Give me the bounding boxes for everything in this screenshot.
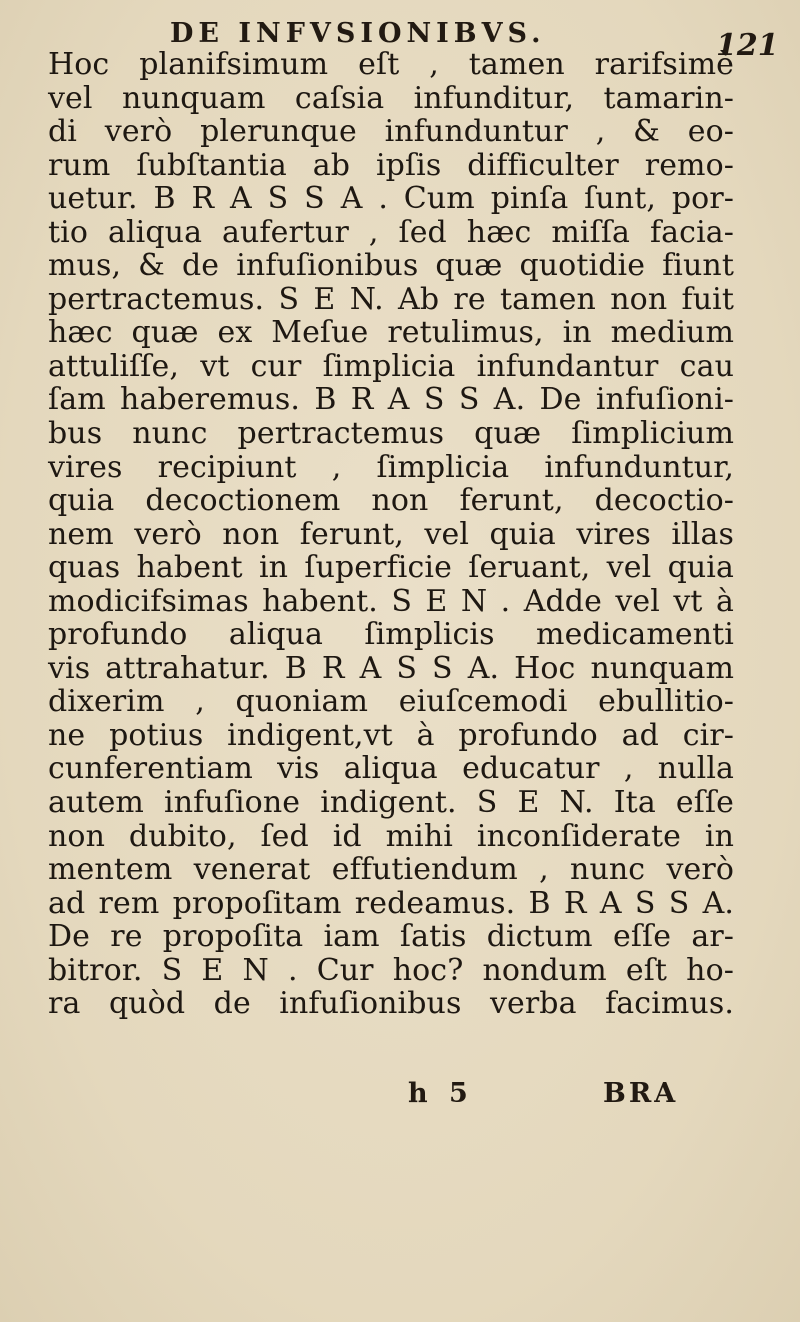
text-line: nem verò non ferunt, vel quia vires illas [48, 516, 734, 552]
text-line: attuliſſe, vt cur ſimplicia infundantur cau [48, 348, 734, 384]
page-number: 121 [716, 28, 779, 63]
text-line: tio aliqua aufertur , ſed hæc miſſa facia- [48, 214, 734, 250]
text-line: dixerim , quoniam eiuſcemodi ebullitio- [48, 684, 734, 720]
text-line: rum ſubſtantia ab ipſis difficulter remo- [48, 147, 734, 183]
text-line: mus, & de infuſionibus quæ quotidie fiunt [48, 248, 734, 284]
text-line: De re propoſita iam ſatis dictum eſſe ar- [48, 919, 734, 955]
text-line: cunferentiam vis aliqua educatur , nulla [48, 751, 734, 787]
text-line: non dubito, ſed id mihi inconſiderate in [48, 818, 734, 854]
text-line: bitror. S E N . Cur hoc? nondum eſt ho- [48, 952, 734, 988]
text-line: ne potius indigent,vt à profundo ad cir- [48, 717, 734, 753]
text-line: mentem venerat effutiendum , nunc verò [48, 852, 734, 888]
text-line: ra quòd de infuſionibus verba facimus. [48, 986, 734, 1022]
text-line: vires recipiunt , ſimplicia infunduntur, [48, 449, 734, 485]
text-line: bus nunc pertractemus quæ ſimplicium [48, 416, 734, 452]
text-line: profundo aliqua ſimplicis medicamenti [48, 617, 734, 653]
text-line: vel nunquam caſsia infunditur, tamarin- [48, 80, 734, 116]
signature-mark: h 5 [408, 1078, 474, 1109]
text-line: ad rem propoſitam redeamus. B R A S S A. [48, 885, 734, 921]
text-line: uetur. B R A S S A . Cum pinſa ſunt, por- [48, 181, 734, 217]
text-line: quas habent in ſuperficie ſeruant, vel quia [48, 550, 734, 586]
text-line: pertractemus. S E N. Ab re tamen non fuit [48, 281, 734, 317]
text-line: quia decoctionem non ferunt, decoctio- [48, 483, 734, 519]
catchword: BRA [603, 1078, 679, 1109]
text-line: autem infuſione indigent. S E N. Ita eſſe [48, 785, 734, 821]
text-line: di verò plerunque infunduntur , & eo- [48, 114, 734, 150]
text-line: modicifsimas habent. S E N . Adde vel vt à [48, 583, 734, 619]
body-text [48, 48, 734, 1021]
text-line: Hoc planifsimum eſt , tamen rarifsimè [48, 47, 734, 82]
text-line: hæc quæ ex Meſue retulimus, in medium [48, 315, 734, 351]
text-line: vis attrahatur. B R A S S A. Hoc nunquam [48, 650, 734, 686]
text-line: ſam haberemus. B R A S S A. De infuſioni- [48, 382, 734, 418]
running-head: DE INFVSIONIBVS. [170, 18, 546, 49]
